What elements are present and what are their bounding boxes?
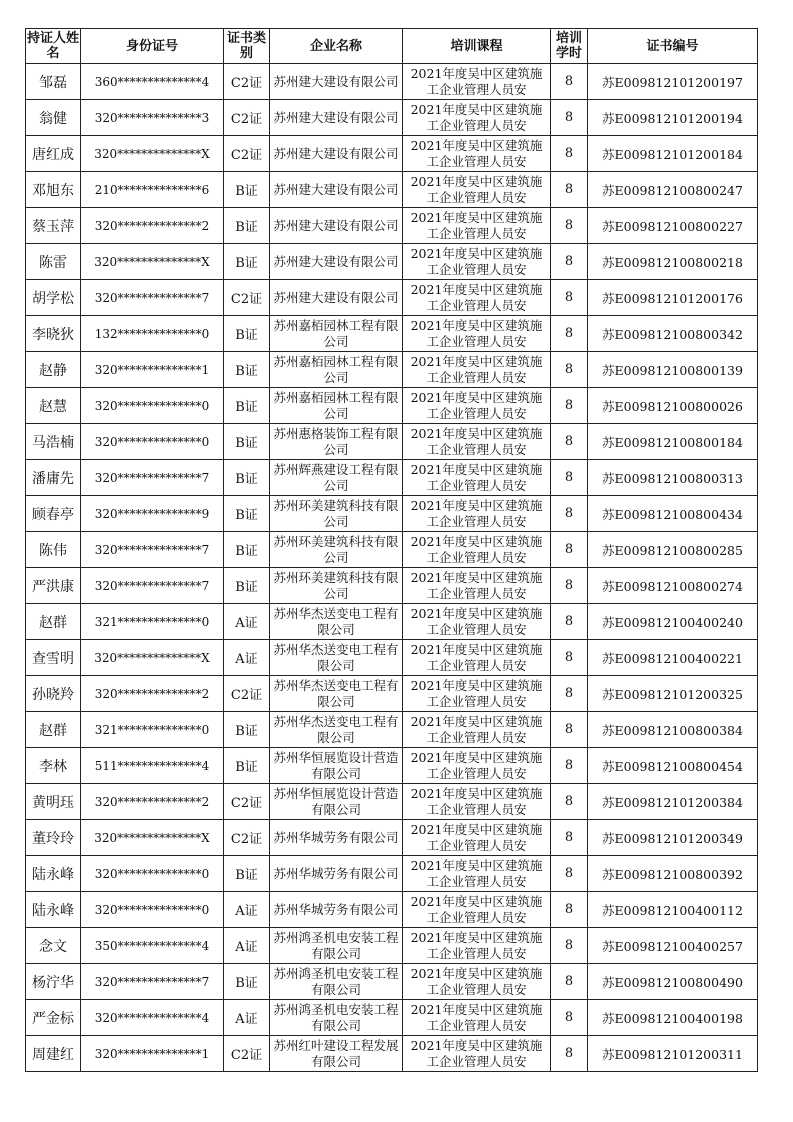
id-number-cell: 320**************4: [81, 1000, 224, 1036]
hours-cell: 8: [551, 172, 588, 208]
company-cell: 苏州惠格装饰工程有限公司: [270, 424, 403, 460]
company-cell: 苏州华杰送变电工程有限公司: [270, 604, 403, 640]
table-header-row: [26, 29, 758, 64]
hours-cell: 8: [551, 712, 588, 748]
hours-cell: 8: [551, 784, 588, 820]
holder-name-cell: 赵群: [26, 604, 81, 640]
cert-number-cell: 苏E009812100800342: [588, 316, 758, 352]
cert-number-cell: 苏E009812100400221: [588, 640, 758, 676]
cert-number-cell: 苏E009812101200349: [588, 820, 758, 856]
table-row: [26, 424, 758, 460]
course-cell: 2021年度吴中区建筑施工企业管理人员安: [403, 1000, 551, 1036]
company-cell: 苏州环美建筑科技有限公司: [270, 532, 403, 568]
cert-type-cell: C2证: [224, 100, 270, 136]
id-number-cell: 321**************0: [81, 604, 224, 640]
company-cell: 苏州建大建设有限公司: [270, 136, 403, 172]
cert-type-cell: B证: [224, 388, 270, 424]
id-number-cell: 320**************X: [81, 244, 224, 280]
header-cert-type: 证书类别: [224, 29, 270, 64]
hours-cell: 8: [551, 460, 588, 496]
table-row: [26, 568, 758, 604]
holder-name-cell: 李晓狄: [26, 316, 81, 352]
hours-cell: 8: [551, 1000, 588, 1036]
hours-cell: 8: [551, 748, 588, 784]
header-company: 企业名称: [270, 29, 403, 64]
id-number-cell: 210**************6: [81, 172, 224, 208]
cert-type-cell: B证: [224, 208, 270, 244]
id-number-cell: 320**************7: [81, 460, 224, 496]
hours-cell: 8: [551, 388, 588, 424]
company-cell: 苏州建大建设有限公司: [270, 208, 403, 244]
table-row: [26, 640, 758, 676]
cert-type-cell: C2证: [224, 820, 270, 856]
id-number-cell: 320**************7: [81, 964, 224, 1000]
id-number-cell: 320**************9: [81, 496, 224, 532]
holder-name-cell: 胡学松: [26, 280, 81, 316]
course-cell: 2021年度吴中区建筑施工企业管理人员安: [403, 280, 551, 316]
cert-type-cell: B证: [224, 316, 270, 352]
table-row: [26, 712, 758, 748]
hours-cell: 8: [551, 424, 588, 460]
company-cell: 苏州建大建设有限公司: [270, 280, 403, 316]
cert-number-cell: 苏E009812100800285: [588, 532, 758, 568]
cert-number-cell: 苏E009812100400112: [588, 892, 758, 928]
cert-type-cell: C2证: [224, 1036, 270, 1072]
cert-type-cell: B证: [224, 244, 270, 280]
holder-name-cell: 邹磊: [26, 64, 81, 100]
cert-number-cell: 苏E009812100800247: [588, 172, 758, 208]
id-number-cell: 321**************0: [81, 712, 224, 748]
table-row: [26, 784, 758, 820]
company-cell: 苏州嘉栢园林工程有限公司: [270, 316, 403, 352]
course-cell: 2021年度吴中区建筑施工企业管理人员安: [403, 1036, 551, 1072]
id-number-cell: 320**************0: [81, 388, 224, 424]
hours-cell: 8: [551, 964, 588, 1000]
course-cell: 2021年度吴中区建筑施工企业管理人员安: [403, 388, 551, 424]
course-cell: 2021年度吴中区建筑施工企业管理人员安: [403, 712, 551, 748]
hours-cell: 8: [551, 316, 588, 352]
table-row: [26, 604, 758, 640]
course-cell: 2021年度吴中区建筑施工企业管理人员安: [403, 424, 551, 460]
header-hours: 培训学时: [551, 29, 588, 64]
id-number-cell: 360**************4: [81, 64, 224, 100]
course-cell: 2021年度吴中区建筑施工企业管理人员安: [403, 100, 551, 136]
cert-type-cell: C2证: [224, 784, 270, 820]
table-row: [26, 136, 758, 172]
header-cert-number: 证书编号: [588, 29, 758, 64]
holder-name-cell: 赵群: [26, 712, 81, 748]
table-row: [26, 64, 758, 100]
course-cell: 2021年度吴中区建筑施工企业管理人员安: [403, 64, 551, 100]
hours-cell: 8: [551, 820, 588, 856]
hours-cell: 8: [551, 676, 588, 712]
hours-cell: 8: [551, 496, 588, 532]
id-number-cell: 320**************7: [81, 532, 224, 568]
cert-number-cell: 苏E009812100800384: [588, 712, 758, 748]
company-cell: 苏州红叶建设工程发展有限公司: [270, 1036, 403, 1072]
id-number-cell: 320**************0: [81, 892, 224, 928]
course-cell: 2021年度吴中区建筑施工企业管理人员安: [403, 208, 551, 244]
course-cell: 2021年度吴中区建筑施工企业管理人员安: [403, 568, 551, 604]
table-row: [26, 280, 758, 316]
cert-type-cell: B证: [224, 424, 270, 460]
holder-name-cell: 念文: [26, 928, 81, 964]
cert-type-cell: B证: [224, 172, 270, 208]
hours-cell: 8: [551, 100, 588, 136]
cert-number-cell: 苏E009812100800454: [588, 748, 758, 784]
company-cell: 苏州华城劳务有限公司: [270, 820, 403, 856]
certificate-table: [25, 28, 758, 1072]
table-row: [26, 964, 758, 1000]
hours-cell: 8: [551, 640, 588, 676]
table-row: [26, 928, 758, 964]
company-cell: 苏州华杰送变电工程有限公司: [270, 712, 403, 748]
id-number-cell: 320**************X: [81, 136, 224, 172]
holder-name-cell: 董玲玲: [26, 820, 81, 856]
holder-name-cell: 顾春亭: [26, 496, 81, 532]
holder-name-cell: 唐红成: [26, 136, 81, 172]
cert-type-cell: A证: [224, 604, 270, 640]
table-row: [26, 676, 758, 712]
holder-name-cell: 陆永峰: [26, 892, 81, 928]
hours-cell: 8: [551, 604, 588, 640]
company-cell: 苏州建大建设有限公司: [270, 244, 403, 280]
header-course: 培训课程: [403, 29, 551, 64]
cert-type-cell: B证: [224, 964, 270, 1000]
cert-type-cell: B证: [224, 568, 270, 604]
cert-number-cell: 苏E009812101200325: [588, 676, 758, 712]
cert-type-cell: C2证: [224, 64, 270, 100]
id-number-cell: 320**************1: [81, 1036, 224, 1072]
cert-type-cell: A证: [224, 928, 270, 964]
holder-name-cell: 翁健: [26, 100, 81, 136]
course-cell: 2021年度吴中区建筑施工企业管理人员安: [403, 172, 551, 208]
id-number-cell: 320**************1: [81, 352, 224, 388]
hours-cell: 8: [551, 856, 588, 892]
course-cell: 2021年度吴中区建筑施工企业管理人员安: [403, 244, 551, 280]
table-body: [26, 64, 758, 1072]
hours-cell: 8: [551, 136, 588, 172]
cert-type-cell: B证: [224, 352, 270, 388]
company-cell: 苏州华城劳务有限公司: [270, 856, 403, 892]
hours-cell: 8: [551, 892, 588, 928]
course-cell: 2021年度吴中区建筑施工企业管理人员安: [403, 928, 551, 964]
hours-cell: 8: [551, 928, 588, 964]
table-row: [26, 856, 758, 892]
course-cell: 2021年度吴中区建筑施工企业管理人员安: [403, 604, 551, 640]
hours-cell: 8: [551, 208, 588, 244]
holder-name-cell: 孙晓羚: [26, 676, 81, 712]
id-number-cell: 320**************0: [81, 424, 224, 460]
course-cell: 2021年度吴中区建筑施工企业管理人员安: [403, 676, 551, 712]
course-cell: 2021年度吴中区建筑施工企业管理人员安: [403, 856, 551, 892]
cert-type-cell: B证: [224, 712, 270, 748]
holder-name-cell: 李林: [26, 748, 81, 784]
course-cell: 2021年度吴中区建筑施工企业管理人员安: [403, 964, 551, 1000]
cert-number-cell: 苏E009812100400257: [588, 928, 758, 964]
hours-cell: 8: [551, 244, 588, 280]
course-cell: 2021年度吴中区建筑施工企业管理人员安: [403, 460, 551, 496]
cert-number-cell: 苏E009812100800313: [588, 460, 758, 496]
table-row: [26, 748, 758, 784]
cert-type-cell: B证: [224, 532, 270, 568]
cert-type-cell: B证: [224, 496, 270, 532]
hours-cell: 8: [551, 64, 588, 100]
course-cell: 2021年度吴中区建筑施工企业管理人员安: [403, 532, 551, 568]
cert-number-cell: 苏E009812100800227: [588, 208, 758, 244]
cert-number-cell: 苏E009812100800434: [588, 496, 758, 532]
cert-number-cell: 苏E009812100400240: [588, 604, 758, 640]
holder-name-cell: 查雪明: [26, 640, 81, 676]
course-cell: 2021年度吴中区建筑施工企业管理人员安: [403, 640, 551, 676]
cert-number-cell: 苏E009812101200197: [588, 64, 758, 100]
cert-number-cell: 苏E009812101200194: [588, 100, 758, 136]
course-cell: 2021年度吴中区建筑施工企业管理人员安: [403, 496, 551, 532]
cert-number-cell: 苏E009812101200311: [588, 1036, 758, 1072]
holder-name-cell: 周建红: [26, 1036, 81, 1072]
company-cell: 苏州嘉栢园林工程有限公司: [270, 388, 403, 424]
cert-type-cell: B证: [224, 856, 270, 892]
id-number-cell: 320**************7: [81, 568, 224, 604]
company-cell: 苏州华恒展览设计营造有限公司: [270, 784, 403, 820]
cert-number-cell: 苏E009812100800274: [588, 568, 758, 604]
hours-cell: 8: [551, 1036, 588, 1072]
company-cell: 苏州环美建筑科技有限公司: [270, 496, 403, 532]
id-number-cell: 320**************2: [81, 208, 224, 244]
course-cell: 2021年度吴中区建筑施工企业管理人员安: [403, 136, 551, 172]
table-row: [26, 208, 758, 244]
id-number-cell: 320**************2: [81, 676, 224, 712]
holder-name-cell: 潘庸先: [26, 460, 81, 496]
holder-name-cell: 邓旭东: [26, 172, 81, 208]
holder-name-cell: 严金标: [26, 1000, 81, 1036]
holder-name-cell: 陈雷: [26, 244, 81, 280]
holder-name-cell: 赵静: [26, 352, 81, 388]
id-number-cell: 320**************7: [81, 280, 224, 316]
company-cell: 苏州建大建设有限公司: [270, 64, 403, 100]
company-cell: 苏州鸿圣机电安装工程有限公司: [270, 1000, 403, 1036]
table-row: [26, 388, 758, 424]
company-cell: 苏州环美建筑科技有限公司: [270, 568, 403, 604]
id-number-cell: 320**************3: [81, 100, 224, 136]
table-row: [26, 532, 758, 568]
id-number-cell: 320**************X: [81, 820, 224, 856]
course-cell: 2021年度吴中区建筑施工企业管理人员安: [403, 352, 551, 388]
cert-type-cell: B证: [224, 460, 270, 496]
table-row: [26, 892, 758, 928]
cert-number-cell: 苏E009812100400198: [588, 1000, 758, 1036]
cert-number-cell: 苏E009812101200176: [588, 280, 758, 316]
header-id-number: 身份证号: [81, 29, 224, 64]
table-row: [26, 820, 758, 856]
cert-type-cell: A证: [224, 640, 270, 676]
cert-type-cell: A证: [224, 892, 270, 928]
course-cell: 2021年度吴中区建筑施工企业管理人员安: [403, 748, 551, 784]
company-cell: 苏州鸿圣机电安装工程有限公司: [270, 964, 403, 1000]
cert-number-cell: 苏E009812100800026: [588, 388, 758, 424]
course-cell: 2021年度吴中区建筑施工企业管理人员安: [403, 820, 551, 856]
cert-number-cell: 苏E009812100800490: [588, 964, 758, 1000]
company-cell: 苏州嘉栢园林工程有限公司: [270, 352, 403, 388]
table-row: [26, 316, 758, 352]
table-row: [26, 172, 758, 208]
holder-name-cell: 蔡玉萍: [26, 208, 81, 244]
table-row: [26, 496, 758, 532]
holder-name-cell: 赵慧: [26, 388, 81, 424]
cert-type-cell: C2证: [224, 676, 270, 712]
holder-name-cell: 黄明珏: [26, 784, 81, 820]
id-number-cell: 511**************4: [81, 748, 224, 784]
course-cell: 2021年度吴中区建筑施工企业管理人员安: [403, 784, 551, 820]
course-cell: 2021年度吴中区建筑施工企业管理人员安: [403, 316, 551, 352]
cert-number-cell: 苏E009812100800218: [588, 244, 758, 280]
cert-number-cell: 苏E009812101200384: [588, 784, 758, 820]
hours-cell: 8: [551, 568, 588, 604]
holder-name-cell: 陈伟: [26, 532, 81, 568]
company-cell: 苏州华杰送变电工程有限公司: [270, 640, 403, 676]
id-number-cell: 320**************2: [81, 784, 224, 820]
table-row: [26, 1000, 758, 1036]
table-row: [26, 244, 758, 280]
holder-name-cell: 杨泞华: [26, 964, 81, 1000]
table-row: [26, 100, 758, 136]
cert-type-cell: B证: [224, 748, 270, 784]
company-cell: 苏州建大建设有限公司: [270, 172, 403, 208]
id-number-cell: 350**************4: [81, 928, 224, 964]
header-holder-name: 持证人姓名: [26, 29, 81, 64]
id-number-cell: 320**************0: [81, 856, 224, 892]
cert-type-cell: A证: [224, 1000, 270, 1036]
table-row: [26, 1036, 758, 1072]
company-cell: 苏州华杰送变电工程有限公司: [270, 676, 403, 712]
cert-number-cell: 苏E009812100800392: [588, 856, 758, 892]
company-cell: 苏州辉燕建设工程有限公司: [270, 460, 403, 496]
cert-number-cell: 苏E009812100800139: [588, 352, 758, 388]
holder-name-cell: 严洪康: [26, 568, 81, 604]
company-cell: 苏州华城劳务有限公司: [270, 892, 403, 928]
holder-name-cell: 陆永峰: [26, 856, 81, 892]
cert-type-cell: C2证: [224, 280, 270, 316]
id-number-cell: 320**************X: [81, 640, 224, 676]
company-cell: 苏州建大建设有限公司: [270, 100, 403, 136]
hours-cell: 8: [551, 280, 588, 316]
cert-number-cell: 苏E009812101200184: [588, 136, 758, 172]
cert-type-cell: C2证: [224, 136, 270, 172]
id-number-cell: 132**************0: [81, 316, 224, 352]
cert-number-cell: 苏E009812100800184: [588, 424, 758, 460]
company-cell: 苏州华恒展览设计营造有限公司: [270, 748, 403, 784]
company-cell: 苏州鸿圣机电安装工程有限公司: [270, 928, 403, 964]
course-cell: 2021年度吴中区建筑施工企业管理人员安: [403, 892, 551, 928]
hours-cell: 8: [551, 352, 588, 388]
table-row: [26, 460, 758, 496]
holder-name-cell: 马浩楠: [26, 424, 81, 460]
hours-cell: 8: [551, 532, 588, 568]
table-row: [26, 352, 758, 388]
